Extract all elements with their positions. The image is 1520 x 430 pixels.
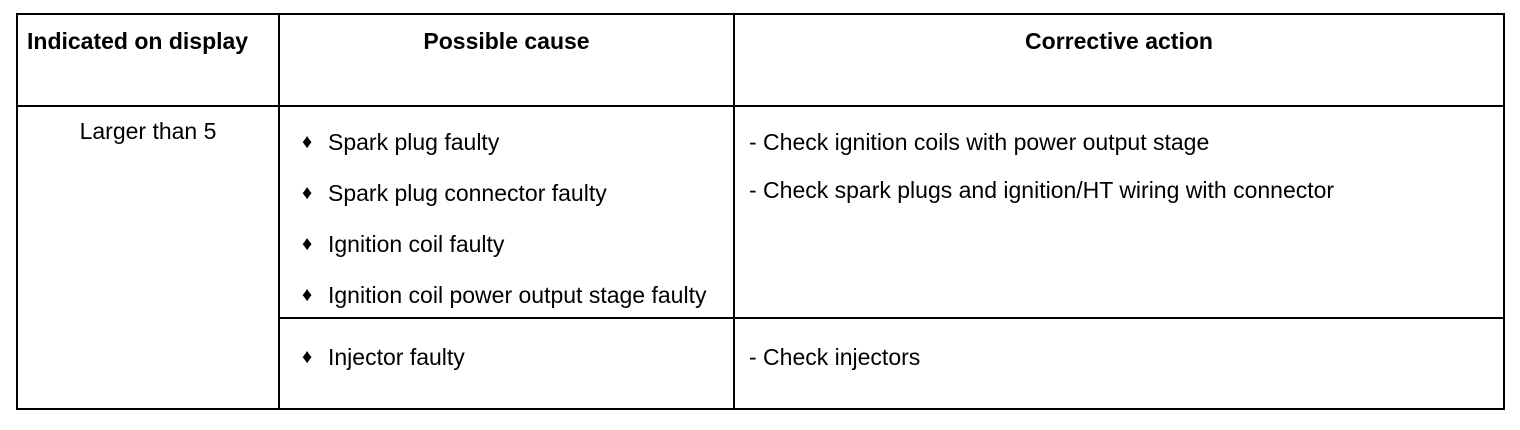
- cause-text: Ignition coil power output stage faulty: [328, 282, 707, 308]
- cause-text: Spark plug connector faulty: [328, 180, 607, 206]
- list-item: [280, 127, 733, 158]
- black-diamond-icon: ♦: [302, 233, 313, 255]
- possible-causes-cell: [279, 106, 734, 318]
- black-diamond-icon: ♦: [302, 131, 313, 153]
- action-text: - Check spark plugs and ignition/HT wiring with connector: [749, 177, 1335, 203]
- header-indicated-on-display: Indicated on display: [17, 14, 279, 106]
- diagnosis-table: [16, 13, 1505, 410]
- cause-text: Ignition coil faulty: [328, 231, 505, 257]
- table-row: [17, 106, 1504, 318]
- header-possible-cause: Possible cause: [279, 14, 734, 106]
- causes-list: [280, 127, 733, 311]
- cause-text: Spark plug faulty: [328, 129, 500, 155]
- black-diamond-icon: ♦: [302, 346, 313, 368]
- black-diamond-icon: ♦: [302, 284, 313, 306]
- list-item: [280, 342, 733, 373]
- indicated-value: Larger than 5: [17, 106, 279, 409]
- black-diamond-icon: ♦: [302, 182, 313, 204]
- corrective-actions-cell: [734, 106, 1504, 318]
- causes-list: [280, 342, 733, 373]
- cause-text: Injector faulty: [328, 344, 465, 370]
- possible-causes-cell: [279, 318, 734, 409]
- list-item: [280, 229, 733, 260]
- action-text: - Check ignition coils with power output stage: [749, 129, 1210, 155]
- action-text: - Check injectors: [749, 344, 921, 370]
- corrective-actions-cell: [734, 318, 1504, 409]
- list-item: [280, 178, 733, 209]
- list-item: [280, 280, 733, 311]
- header-corrective-action: Corrective action: [734, 14, 1504, 106]
- header-row: [17, 14, 1504, 106]
